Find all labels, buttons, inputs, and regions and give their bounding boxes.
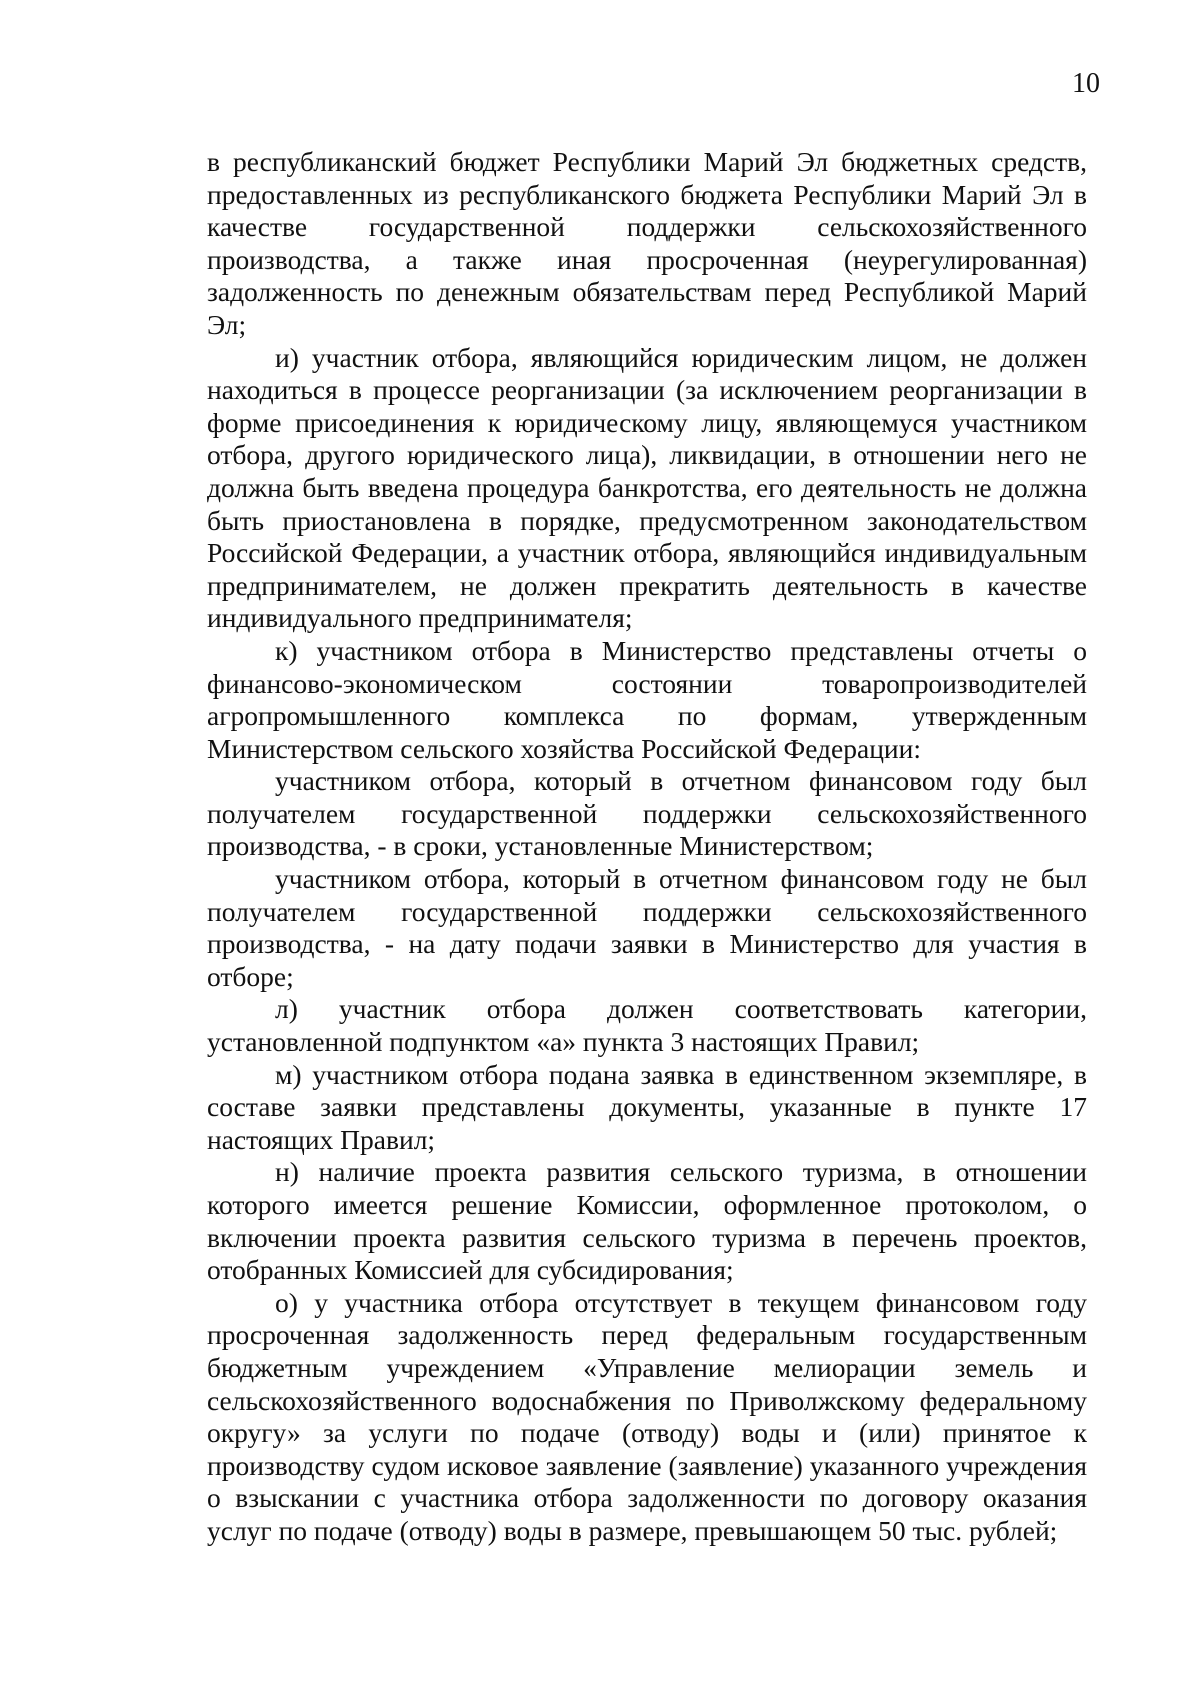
paragraph-item-l: л) участник отбора должен соответствовать категории, установленной подпунктом «а» пункта 3 настоящих Правил; (207, 993, 1087, 1058)
document-body (207, 146, 1087, 1548)
paragraph-item-i: и) участник отбора, являющийся юридическим лицом, не должен находиться в процессе реорганизации (за исключением реорганизации в форме присоединения к юридическому лицу, являющемуся участником отбора, другого юридического лица), ликвидации, в отношении него не должна быть введена процедура банкротства, его деятельность не должна быть приостановлена в порядке, предусмотренном законодательством Российской Федерации, а участник отбора, являющийся индивидуальным предпринимателем, не должен прекратить деятельность в качестве индивидуального предпринимателя; (207, 341, 1087, 634)
page-number: 10 (1072, 68, 1100, 99)
paragraph-continuation: в республиканский бюджет Республики Марий Эл бюджетных средств, предоставленных из республиканского бюджета Республики Марий Эл в качестве государственной поддержки сельскохозяйственного производства, а также иная просроченная (неурегулированная) задолженность по денежным обязательствам перед Республикой Марий Эл; (207, 146, 1087, 340)
paragraph-item-k: к) участником отбора в Министерство представлены отчеты о финансово-экономическом состоянии товаропроизводителей агропромышленного комплекса по формам, утвержденным Министерством сельского хозяйства Российской Федерации: (207, 634, 1087, 764)
paragraph-item-o: о) у участника отбора отсутствует в текущем финансовом году просроченная задолженность перед федеральным государственным бюджетным учреждением «Управление мелиорации земель и сельскохозяйственного водоснабжения по Приволжскому федеральному округу» за услуги по подаче (отводу) воды и (или) принятое к производству судом исковое заявление (заявление) указанного учреждения о взыскании с участника отбора задолженности по договору оказания услуг по подаче (отводу) воды в размере, превышающем 50 тыс. рублей; (207, 1286, 1087, 1546)
paragraph-item-m: м) участником отбора подана заявка в единственном экземпляре, в составе заявки представлены документы, указанные в пункте 17 настоящих Правил; (207, 1058, 1087, 1155)
paragraph-item-n: н) наличие проекта развития сельского туризма, в отношении которого имеется решение Комиссии, оформленное протоколом, о включении проекта развития сельского туризма в перечень проектов, отобранных Комиссией для субсидирования; (207, 1156, 1087, 1286)
paragraph-k-subitem-1: участником отбора, который в отчетном финансовом году был получателем государственной поддержки сельскохозяйственного производства, - в сроки, установленные Министерством; (207, 765, 1087, 862)
paragraph-k-subitem-2: участником отбора, который в отчетном финансовом году не был получателем государственной поддержки сельскохозяйственного производства, - на дату подачи заявки в Министерство для участия в отборе; (207, 863, 1087, 992)
